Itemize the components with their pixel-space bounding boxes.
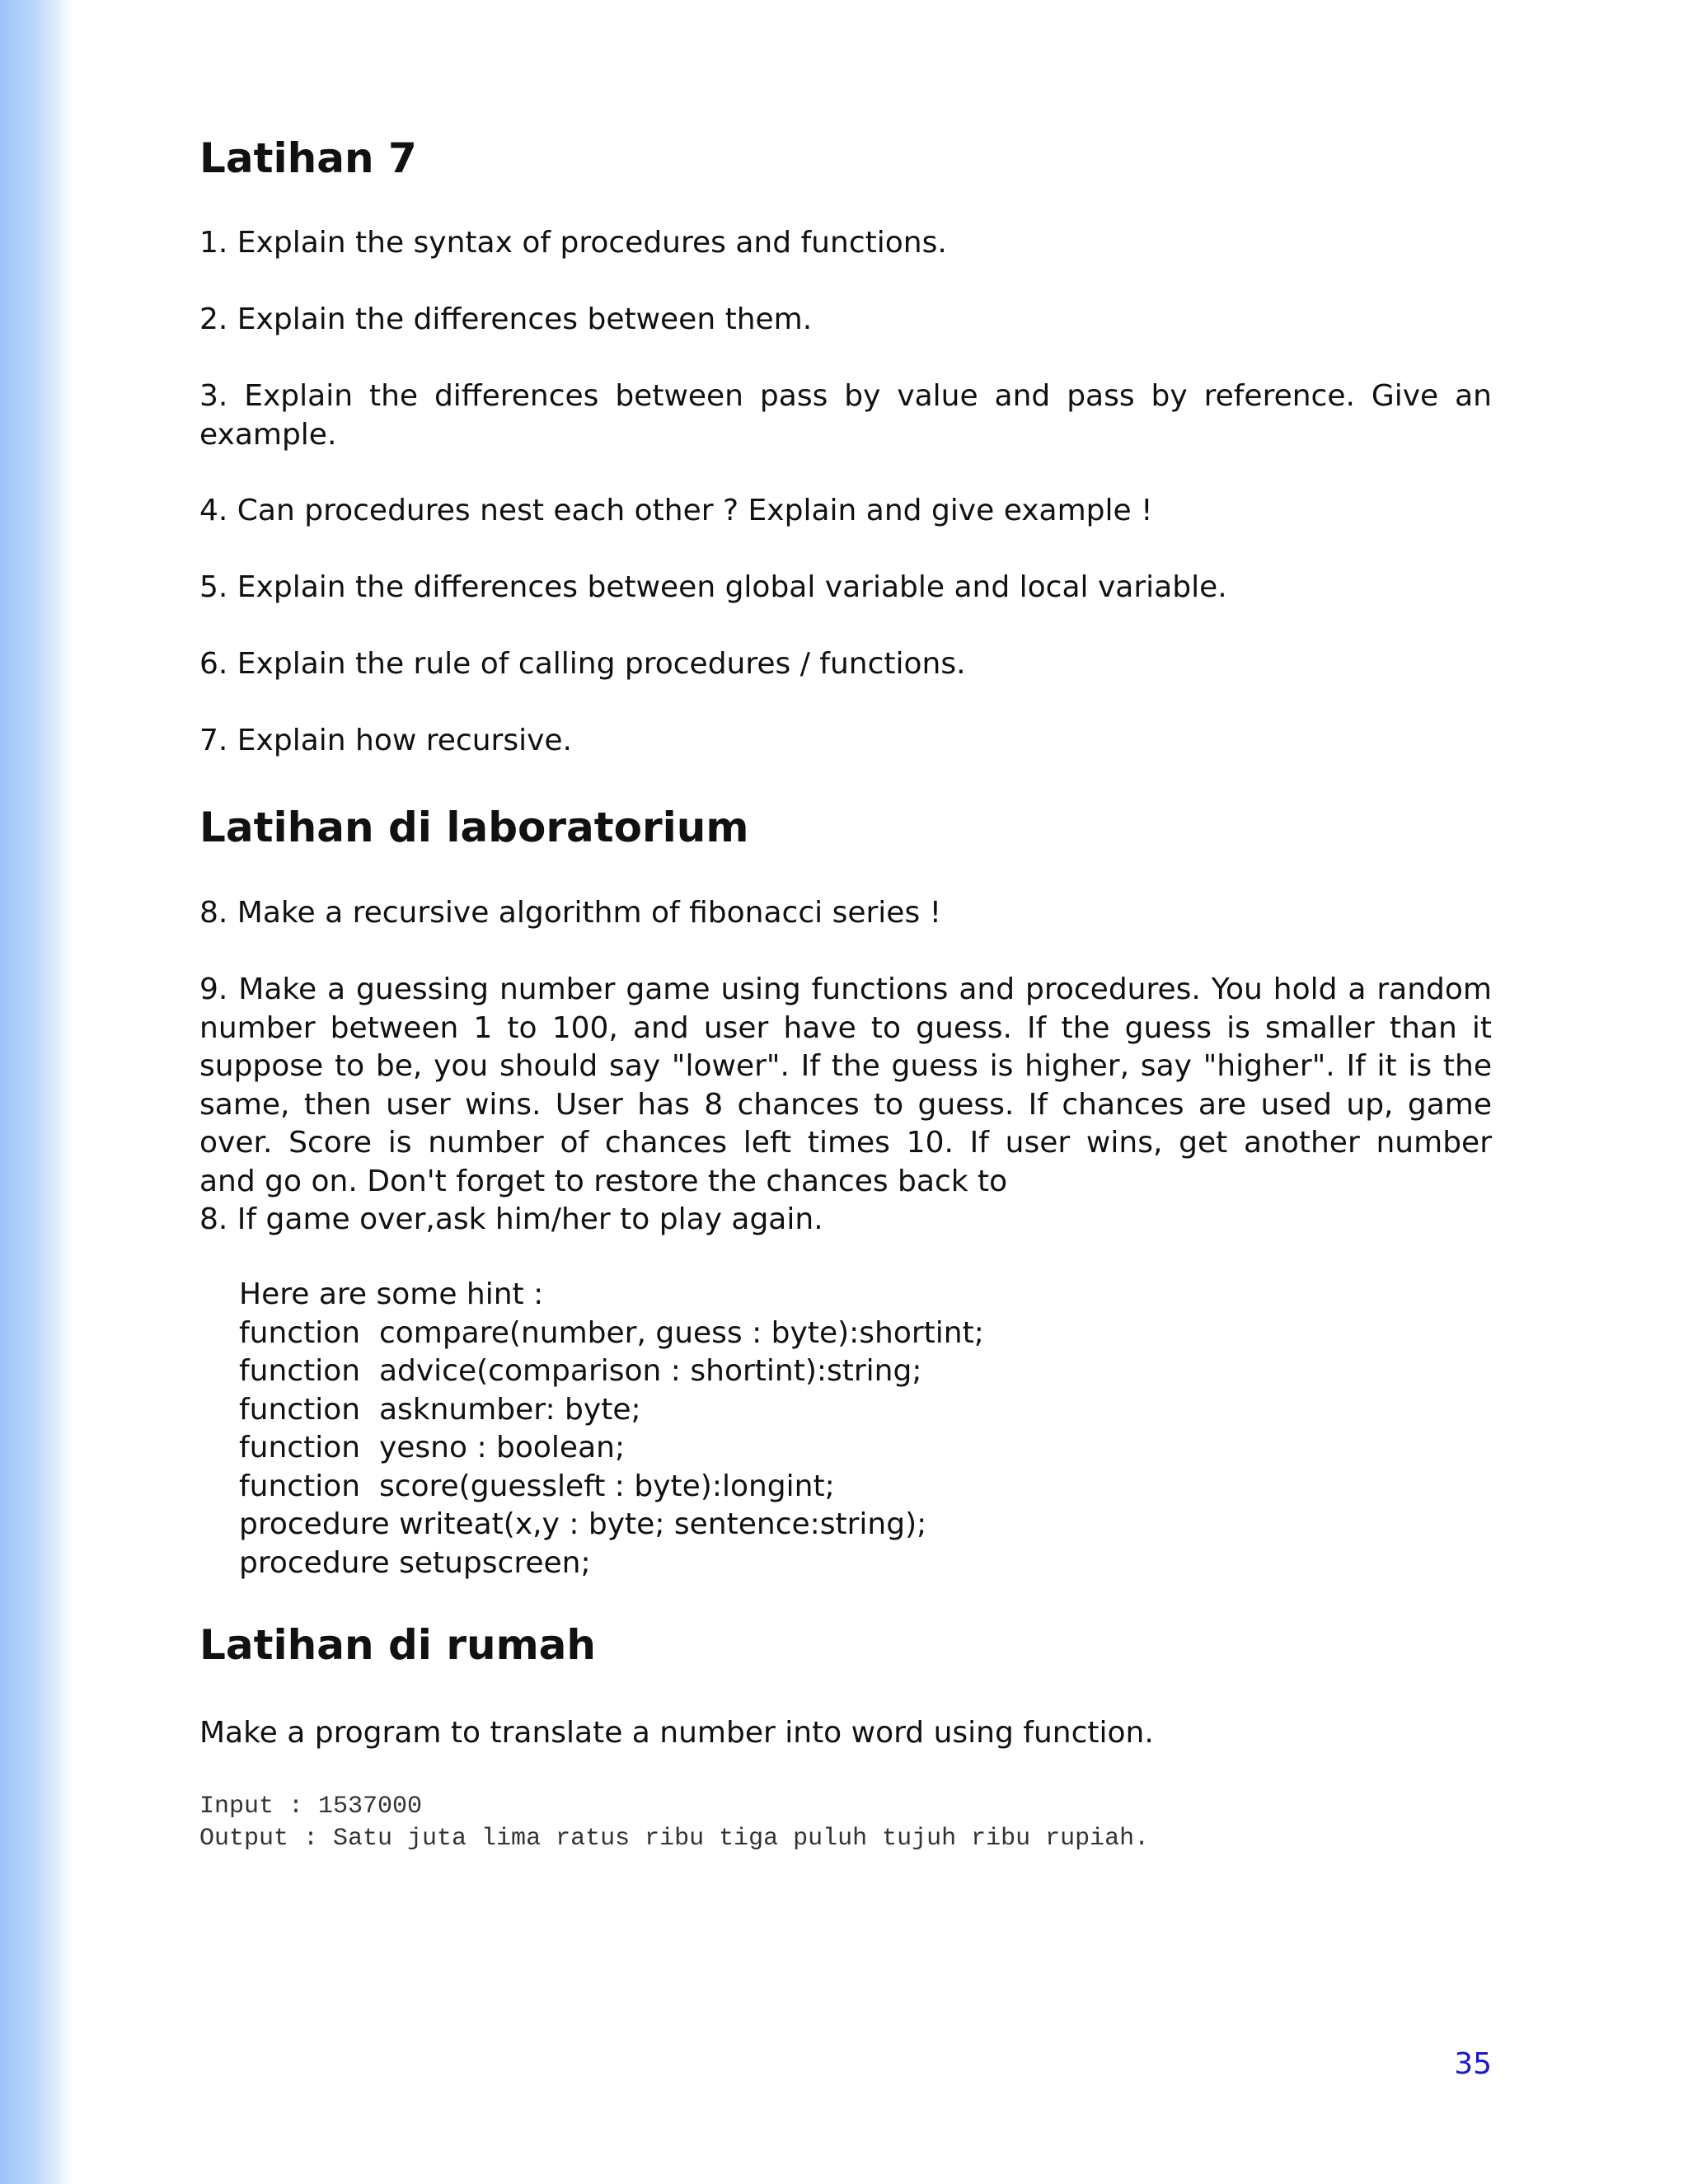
hint-line: procedure setupscreen; — [239, 1545, 591, 1580]
question-9-line-2: number between 1 to 100, and user have to guess. If the guess is smaller than it — [199, 1010, 1492, 1045]
home-task: Make a program to translate a number into word using function. — [199, 1716, 1154, 1750]
question-3 — [199, 377, 1492, 454]
question-9-line-6: and go on. Don't forget to restore the chances back to — [199, 1164, 1008, 1198]
question-1: 1. Explain the syntax of procedures and functions. — [199, 226, 947, 260]
question-3-line-2: example. — [199, 417, 337, 452]
example-output: Output : Satu juta lima ratus ribu tiga puluh tujuh ribu rupiah. — [199, 1825, 1150, 1853]
hint-intro: Here are some hint : — [239, 1277, 544, 1311]
question-9-line-7: 8. If game over,ask him/her to play again. — [199, 1202, 823, 1236]
question-9-line-4: same, then user wins. User has 8 chances to guess. If chances are used up, game — [199, 1087, 1492, 1122]
question-7: 7. Explain how recursive. — [199, 724, 572, 757]
question-2: 2. Explain the differences between them. — [199, 302, 813, 336]
hint-line: function asknumber: byte; — [239, 1392, 641, 1427]
question-9-line-5: over. Score is number of chances left times 10. If user wins, get another number — [199, 1126, 1492, 1160]
heading-latihan-rumah: Latihan di rumah — [199, 1621, 597, 1669]
hint-line: function yesno : boolean; — [239, 1431, 626, 1465]
heading-latihan-7: Latihan 7 — [199, 134, 417, 182]
side-gradient-bar — [0, 0, 73, 2184]
question-9 — [199, 971, 1492, 1240]
hint-line: function score(guessleft : byte):longint; — [239, 1469, 835, 1503]
heading-latihan-lab: Latihan di laboratorium — [199, 804, 749, 851]
hint-block — [239, 1276, 984, 1582]
question-4: 4. Can procedures nest each other ? Explain and give example ! — [199, 494, 1153, 527]
question-9-line-3: suppose to be, you should say "lower". If the guess is higher, say "higher". If it is the — [199, 1049, 1492, 1083]
hint-line: function compare(number, guess : byte):shortint; — [239, 1315, 984, 1350]
hint-line: function advice(comparison : shortint):string; — [239, 1354, 922, 1388]
question-5: 5. Explain the differences between global variable and local variable. — [199, 570, 1227, 604]
example-input: Input : 1537000 — [199, 1793, 423, 1821]
hint-line: procedure writeat(x,y : byte; sentence:string); — [239, 1507, 927, 1541]
question-9-line-1: 9. Make a guessing number game using functions and procedures. You hold a random — [199, 972, 1492, 1006]
question-6: 6. Explain the rule of calling procedures / functions. — [199, 647, 966, 681]
question-8: 8. Make a recursive algorithm of fibonacci series ! — [199, 896, 942, 930]
page-number: 35 — [1454, 2047, 1492, 2081]
question-3-line-1: 3. Explain the differences between pass by value and pass by reference. Give an — [199, 379, 1492, 413]
